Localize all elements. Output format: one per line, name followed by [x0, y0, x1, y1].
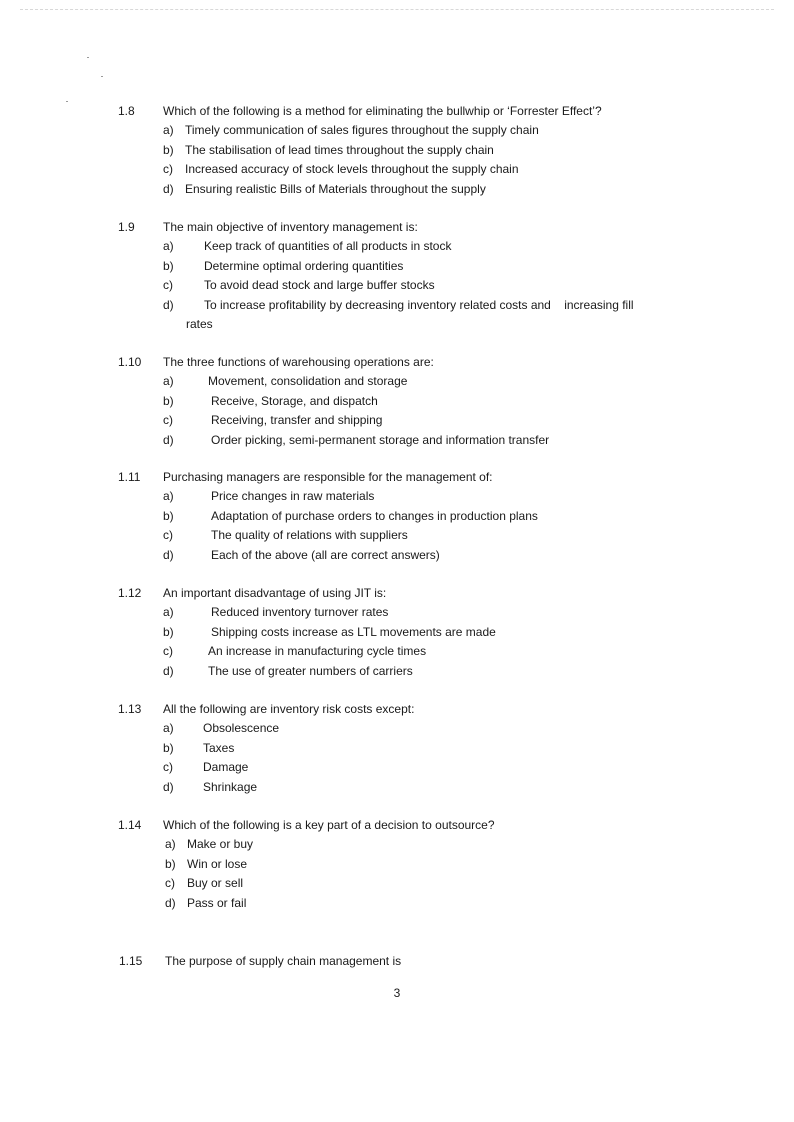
option-continuation — [0, 315, 794, 334]
option — [0, 257, 794, 276]
question-number: 1.11 — [118, 470, 141, 484]
question-1-9 — [0, 218, 794, 334]
question-number: 1.8 — [118, 104, 135, 118]
question-number: 1.13 — [118, 702, 142, 716]
option — [0, 180, 794, 199]
option-text: An increase in manufacturing cycle times — [208, 644, 427, 659]
option-letter: b) — [163, 508, 174, 523]
option-letter: d) — [163, 779, 174, 794]
option-letter: a) — [163, 721, 174, 736]
question-1-13 — [0, 700, 794, 797]
option-letter: b) — [163, 142, 174, 157]
option-letter: d) — [163, 432, 174, 447]
option-letter: d) — [163, 547, 174, 562]
option — [0, 372, 794, 391]
option — [0, 141, 794, 160]
option — [0, 835, 794, 854]
question-1-14 — [0, 816, 794, 913]
option — [0, 276, 794, 295]
question-text: Which of the following is a key part of a decision to outsource? — [163, 818, 495, 832]
option-text: Shipping costs increase as LTL movements are made — [211, 624, 496, 639]
option-letter: d) — [163, 181, 174, 196]
option-text: Adaptation of purchase orders to changes in production plans — [211, 508, 538, 523]
option-letter: c) — [163, 528, 173, 543]
option-text: Receive, Storage, and dispatch — [211, 393, 378, 408]
option-letter: b) — [165, 856, 176, 871]
question-text: Which of the following is a method for eliminating the bullwhip or ‘Forrester Effect’? — [163, 104, 602, 118]
option — [0, 431, 794, 450]
question-number: 1.10 — [118, 355, 142, 369]
option-text: Shrinkage — [203, 779, 258, 794]
option-letter: c) — [163, 413, 173, 428]
scan-speck — [101, 76, 103, 77]
option-text: Receiving, transfer and shipping — [211, 413, 383, 428]
option-letter: b) — [163, 258, 174, 273]
option-letter: c) — [163, 278, 173, 293]
option-letter: b) — [163, 393, 174, 408]
option-letter: d) — [163, 297, 174, 312]
option-letter: c) — [163, 644, 173, 659]
option — [0, 546, 794, 565]
option — [0, 874, 794, 893]
question-1-10 — [0, 353, 794, 450]
option — [0, 237, 794, 256]
option-text: Timely communication of sales figures throughout the supply chain — [185, 123, 539, 138]
option — [0, 642, 794, 661]
question-number: 1.9 — [118, 220, 135, 234]
question-1-11 — [0, 468, 794, 565]
question-1-15 — [0, 952, 794, 971]
page-number: 3 — [393, 986, 401, 1000]
option-text: Reduced inventory turnover rates — [211, 605, 389, 620]
option-letter: a) — [163, 374, 174, 389]
question-number: 1.15 — [119, 954, 143, 968]
option — [0, 719, 794, 738]
option — [0, 121, 794, 140]
option — [0, 739, 794, 758]
option-text: Obsolescence — [203, 721, 280, 736]
option-letter: b) — [163, 624, 174, 639]
option-letter: b) — [163, 740, 174, 755]
option — [0, 507, 794, 526]
option-letter: c) — [163, 162, 173, 177]
option — [0, 487, 794, 506]
option-text: Determine optimal ordering quantities — [204, 258, 404, 273]
option-text: Order picking, semi-permanent storage and information transfer — [211, 432, 550, 447]
option — [0, 758, 794, 777]
option-letter: a) — [165, 837, 176, 852]
option-text: Each of the above (all are correct answers) — [211, 547, 440, 562]
option — [0, 603, 794, 622]
option-text: The use of greater numbers of carriers — [208, 663, 413, 678]
option-text: Keep track of quantities of all products in stock — [204, 239, 452, 254]
question-text: Purchasing managers are responsible for the management of: — [163, 470, 493, 484]
option-letter: a) — [163, 605, 174, 620]
option-text: The stabilisation of lead times throughout the supply chain — [185, 142, 494, 157]
option — [0, 623, 794, 642]
option-letter: a) — [163, 123, 174, 138]
option — [0, 411, 794, 430]
option-text: Pass or fail — [187, 895, 247, 910]
option-text: Buy or sell — [187, 876, 244, 891]
question-text: The three functions of warehousing operations are: — [163, 355, 434, 369]
option-text: Increased accuracy of stock levels throughout the supply chain — [185, 162, 519, 177]
option-letter: a) — [163, 239, 174, 254]
option-letter: c) — [165, 876, 175, 891]
question-text: The main objective of inventory management is: — [163, 220, 418, 234]
option-letter: d) — [163, 663, 174, 678]
option-text: To increase profitability by decreasing inventory related costs and increasing fill — [204, 297, 634, 312]
option — [0, 894, 794, 913]
question-text: All the following are inventory risk costs except: — [163, 702, 415, 716]
option-text: Ensuring realistic Bills of Materials throughout the supply — [185, 181, 486, 196]
question-1-12 — [0, 584, 794, 681]
option-text: Damage — [203, 760, 249, 775]
scan-top-edge — [20, 9, 774, 10]
option-text: Make or buy — [187, 837, 254, 852]
question-text: An important disadvantage of using JIT is: — [163, 586, 387, 600]
question-number: 1.12 — [118, 586, 142, 600]
option-text: The quality of relations with suppliers — [211, 528, 408, 543]
question-1-8 — [0, 102, 794, 199]
question-number: 1.14 — [118, 818, 142, 832]
option-text: Win or lose — [187, 856, 248, 871]
option-letter: a) — [163, 489, 174, 504]
option-text: To avoid dead stock and large buffer stocks — [204, 278, 435, 293]
option — [0, 526, 794, 545]
option-text: Price changes in raw materials — [211, 489, 375, 504]
option — [0, 160, 794, 179]
option-letter: d) — [165, 895, 176, 910]
option — [0, 855, 794, 874]
option — [0, 392, 794, 411]
option-text: Taxes — [203, 740, 235, 755]
option — [0, 662, 794, 681]
scan-speck — [87, 57, 89, 58]
question-text: The purpose of supply chain management is — [165, 954, 402, 968]
option-text-continued: rates — [186, 316, 213, 331]
option — [0, 296, 794, 315]
option — [0, 778, 794, 797]
option-text: Movement, consolidation and storage — [208, 374, 408, 389]
option-letter: c) — [163, 760, 173, 775]
